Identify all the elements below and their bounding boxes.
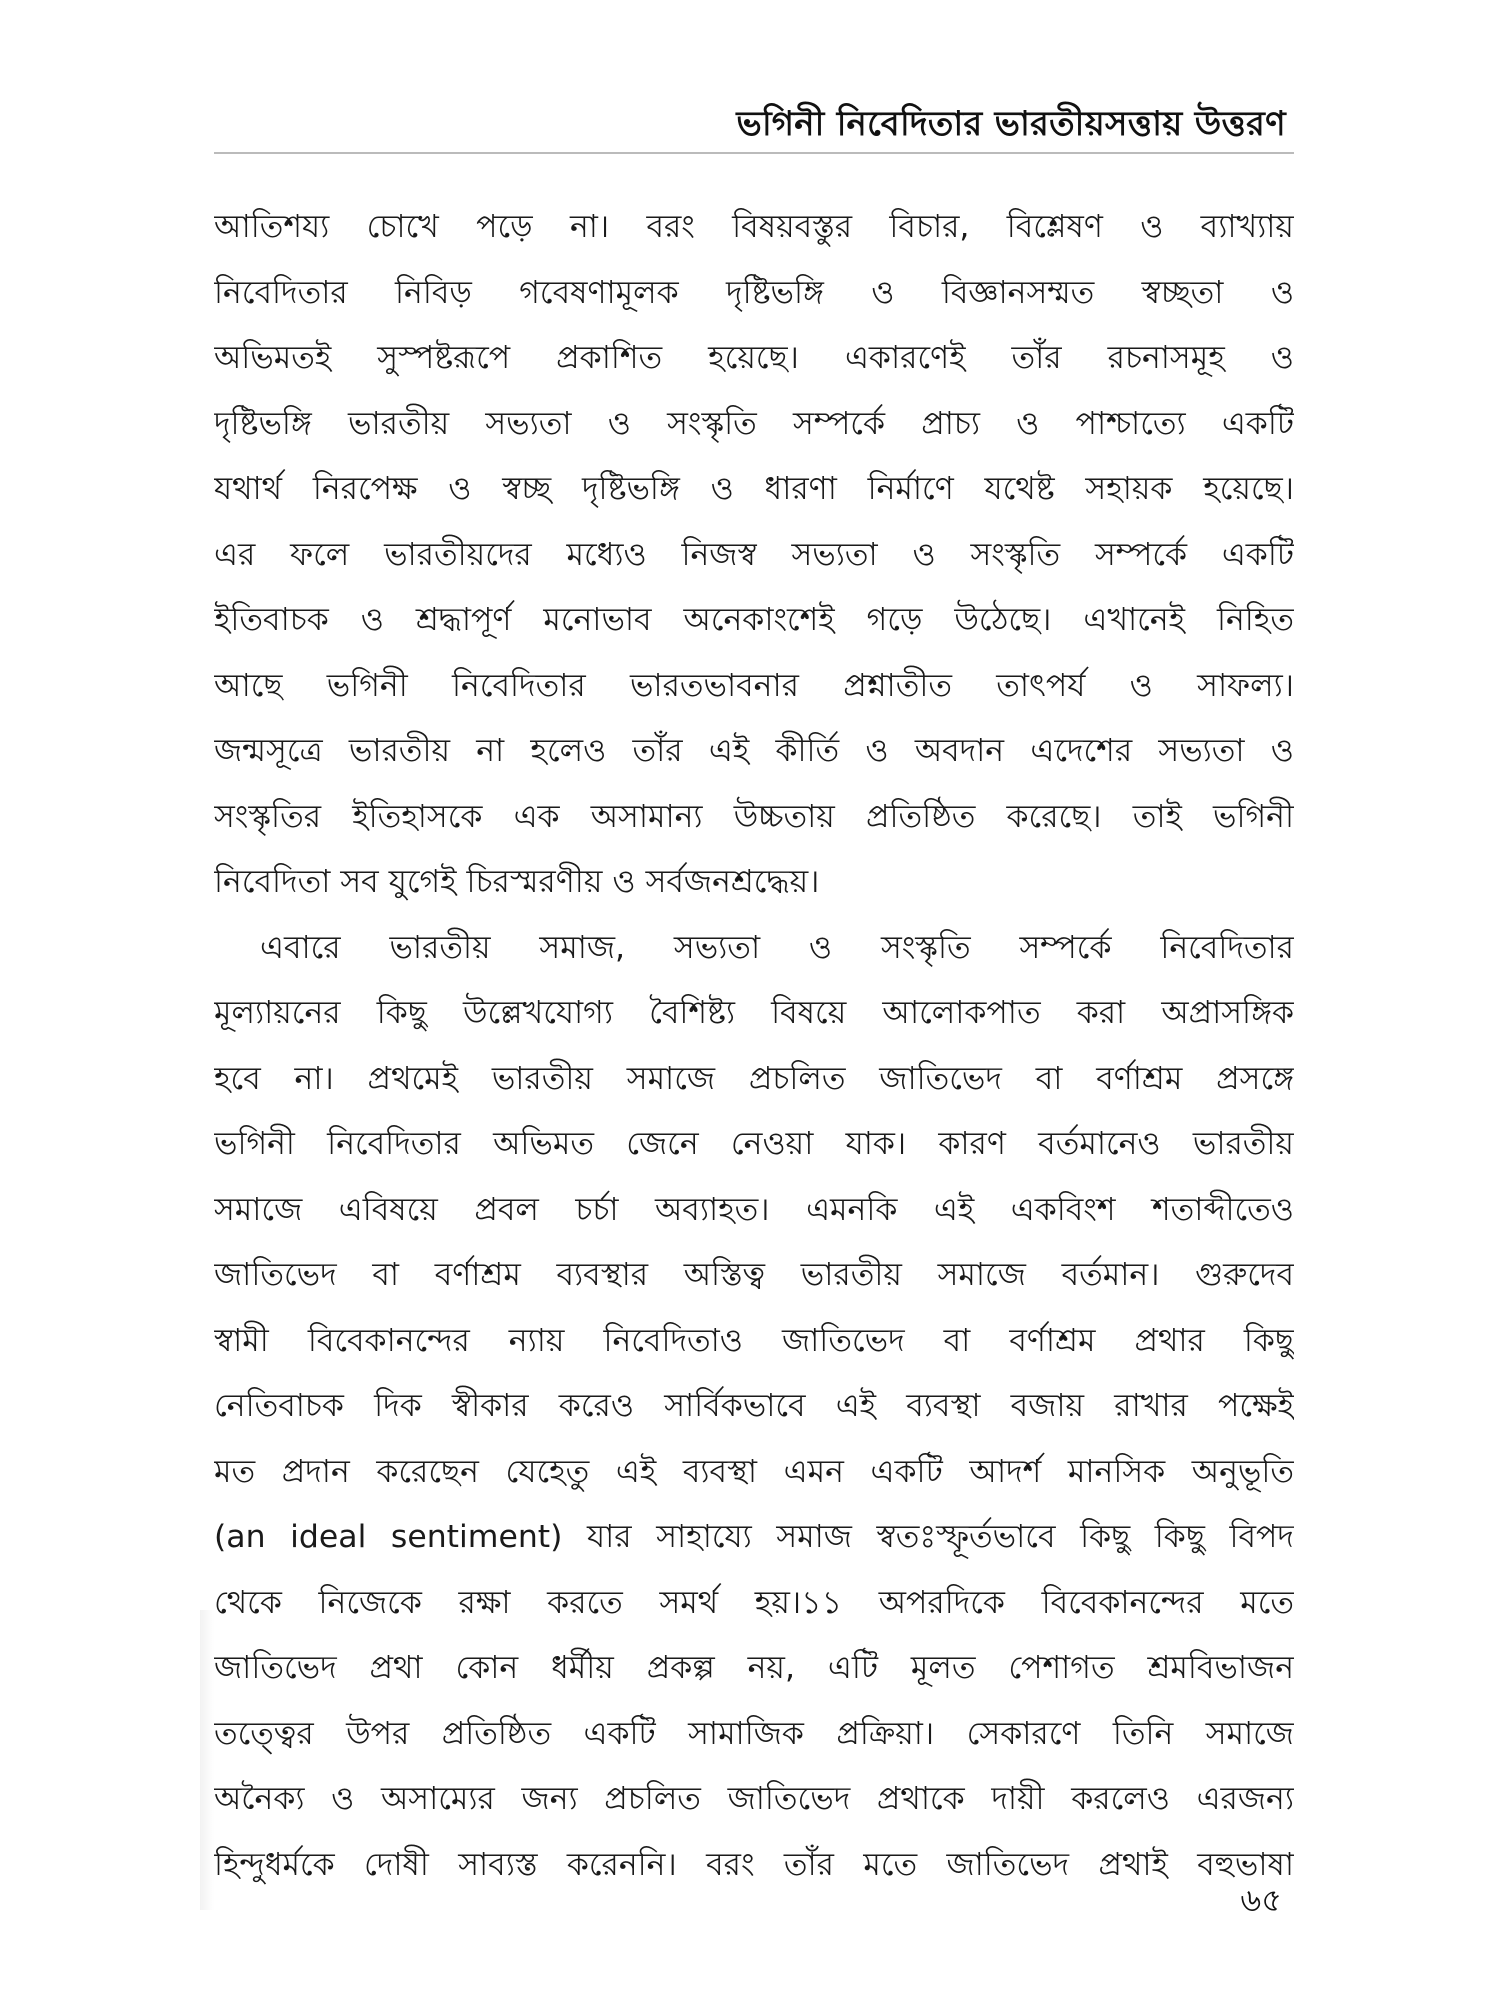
text-line: অভিমতই সুস্পষ্টরূপে প্রকাশিত হয়েছে। একারণেই তাঁর রচনাসমূহ ও — [214, 340, 1294, 376]
text-line: ইতিবাচক ও শ্রদ্ধাপূর্ণ মনোভাব অনেকাংশেই গড়ে উঠেছে। এখানেই নিহিত — [214, 602, 1294, 638]
paragraph-1 — [214, 195, 1294, 916]
text-line: এবারে ভারতীয় সমাজ, সভ্যতা ও সংস্কৃতি সম্পর্কে নিবেদিতার — [260, 929, 1294, 966]
text-line: মত প্রদান করেছেন যেহেতু এই ব্যবস্থা এমন একটি আদর্শ মানসিক অনুভূতি — [214, 1453, 1294, 1490]
text-line: এর ফলে ভারতীয়দের মধ্যেও নিজস্ব সভ্যতা ও সংস্কৃতি সম্পর্কে একটি — [214, 536, 1294, 573]
header-rule — [214, 152, 1294, 154]
text-line: জাতিভেদ বা বর্ণাশ্রম ব্যবস্থার অস্তিত্ব ভারতীয় সমাজে বর্তমান। গুরুদেব — [214, 1257, 1294, 1293]
page-number: ৬৫ — [1240, 1881, 1282, 1919]
text-line: জাতিভেদ প্রথা কোন ধর্মীয় প্রকল্প নয়, এটি মূলত পেশাগত শ্রমবিভাজন — [214, 1650, 1294, 1686]
text-line: ভগিনী নিবেদিতার অভিমত জেনে নেওয়া যাক। কারণ বর্তমানেও ভারতীয় — [214, 1126, 1294, 1162]
text-line: থেকে নিজেকে রক্ষা করতে সমর্থ হয়।১১ অপরদিকে বিবেকানন্দের মতে — [214, 1584, 1294, 1621]
text-line: নেতিবাচক দিক স্বীকার করেও সার্বিকভাবে এই ব্যবস্থা বজায় রাখার পক্ষেই — [214, 1388, 1294, 1424]
text-line: অনৈক্য ও অসাম্যের জন্য প্রচলিত জাতিভেদ প্রথাকে দায়ী করলেও এরজন্য — [214, 1781, 1294, 1817]
text-line: যথার্থ নিরপেক্ষ ও স্বচ্ছ দৃষ্টিভঙ্গি ও ধারণা নির্মাণে যথেষ্ট সহায়ক হয়েছে। — [214, 471, 1294, 507]
text-line: সমাজে এবিষয়ে প্রবল চর্চা অব্যাহত। এমনকি এই একবিংশ শতাব্দীতেও — [214, 1191, 1294, 1228]
text-line: নিবেদিতা সব যুগেই চিরস্মরণীয় ও সর্বজনশ্রদ্ধেয়। — [214, 864, 820, 900]
gutter-shadow — [200, 1610, 214, 1910]
text-line: সংস্কৃতির ইতিহাসকে এক অসামান্য উচ্চতায় প্রতিষ্ঠিত করেছে। তাই ভগিনী — [214, 798, 1294, 835]
text-line: আতিশয্য চোখে পড়ে না। বরং বিষয়বস্তুর বিচার, বিশ্লেষণ ও ব্যাখ্যায় — [214, 209, 1294, 245]
text-line: (an ideal sentiment) যার সাহায্যে সমাজ স্বতঃস্ফূর্তভাবে কিছু কিছু বিপদ — [214, 1519, 1294, 1555]
text-line: জন্মসূত্রে ভারতীয় না হলেও তাঁর এই কীর্তি ও অবদান এদেশের সভ্যতা ও — [214, 733, 1294, 769]
text-line: দৃষ্টিভঙ্গি ভারতীয় সভ্যতা ও সংস্কৃতি সম্পর্কে প্রাচ্য ও পাশ্চাত্যে একটি — [214, 405, 1294, 442]
text-line: হিন্দুধর্মকে দোষী সাব্যস্ত করেননি। বরং তাঁর মতে জাতিভেদ প্রথাই বহুভাষা — [214, 1846, 1294, 1883]
paragraph-2 — [214, 916, 1294, 1899]
text-line: মূল্যায়নের কিছু উল্লেখযোগ্য বৈশিষ্ট্য বিষয়ে আলোকপাত করা অপ্রাসঙ্গিক — [214, 995, 1294, 1031]
text-line: আছে ভগিনী নিবেদিতার ভারতভাবনার প্রশ্নাতীত তাৎপর্য ও সাফল্য। — [214, 667, 1294, 704]
text-line: নিবেদিতার নিবিড় গবেষণামূলক দৃষ্টিভঙ্গি ও বিজ্ঞানসম্মত স্বচ্ছতা ও — [214, 274, 1294, 311]
text-line: তত্ত্বের উপর প্রতিষ্ঠিত একটি সামাজিক প্রক্রিয়া। সেকারণে তিনি সমাজে — [214, 1715, 1294, 1752]
text-line: স্বামী বিবেকানন্দের ন্যায় নিবেদিতাও জাতিভেদ বা বর্ণাশ্রম প্রথার কিছু — [214, 1322, 1294, 1359]
body-text — [214, 195, 1294, 1898]
text-line: হবে না। প্রথমেই ভারতীয় সমাজে প্রচলিত জাতিভেদ বা বর্ণাশ্রম প্রসঙ্গে — [214, 1060, 1294, 1097]
running-head: ভগিনী নিবেদিতার ভারতীয়সত্তায় উত্তরণ — [736, 104, 1286, 144]
